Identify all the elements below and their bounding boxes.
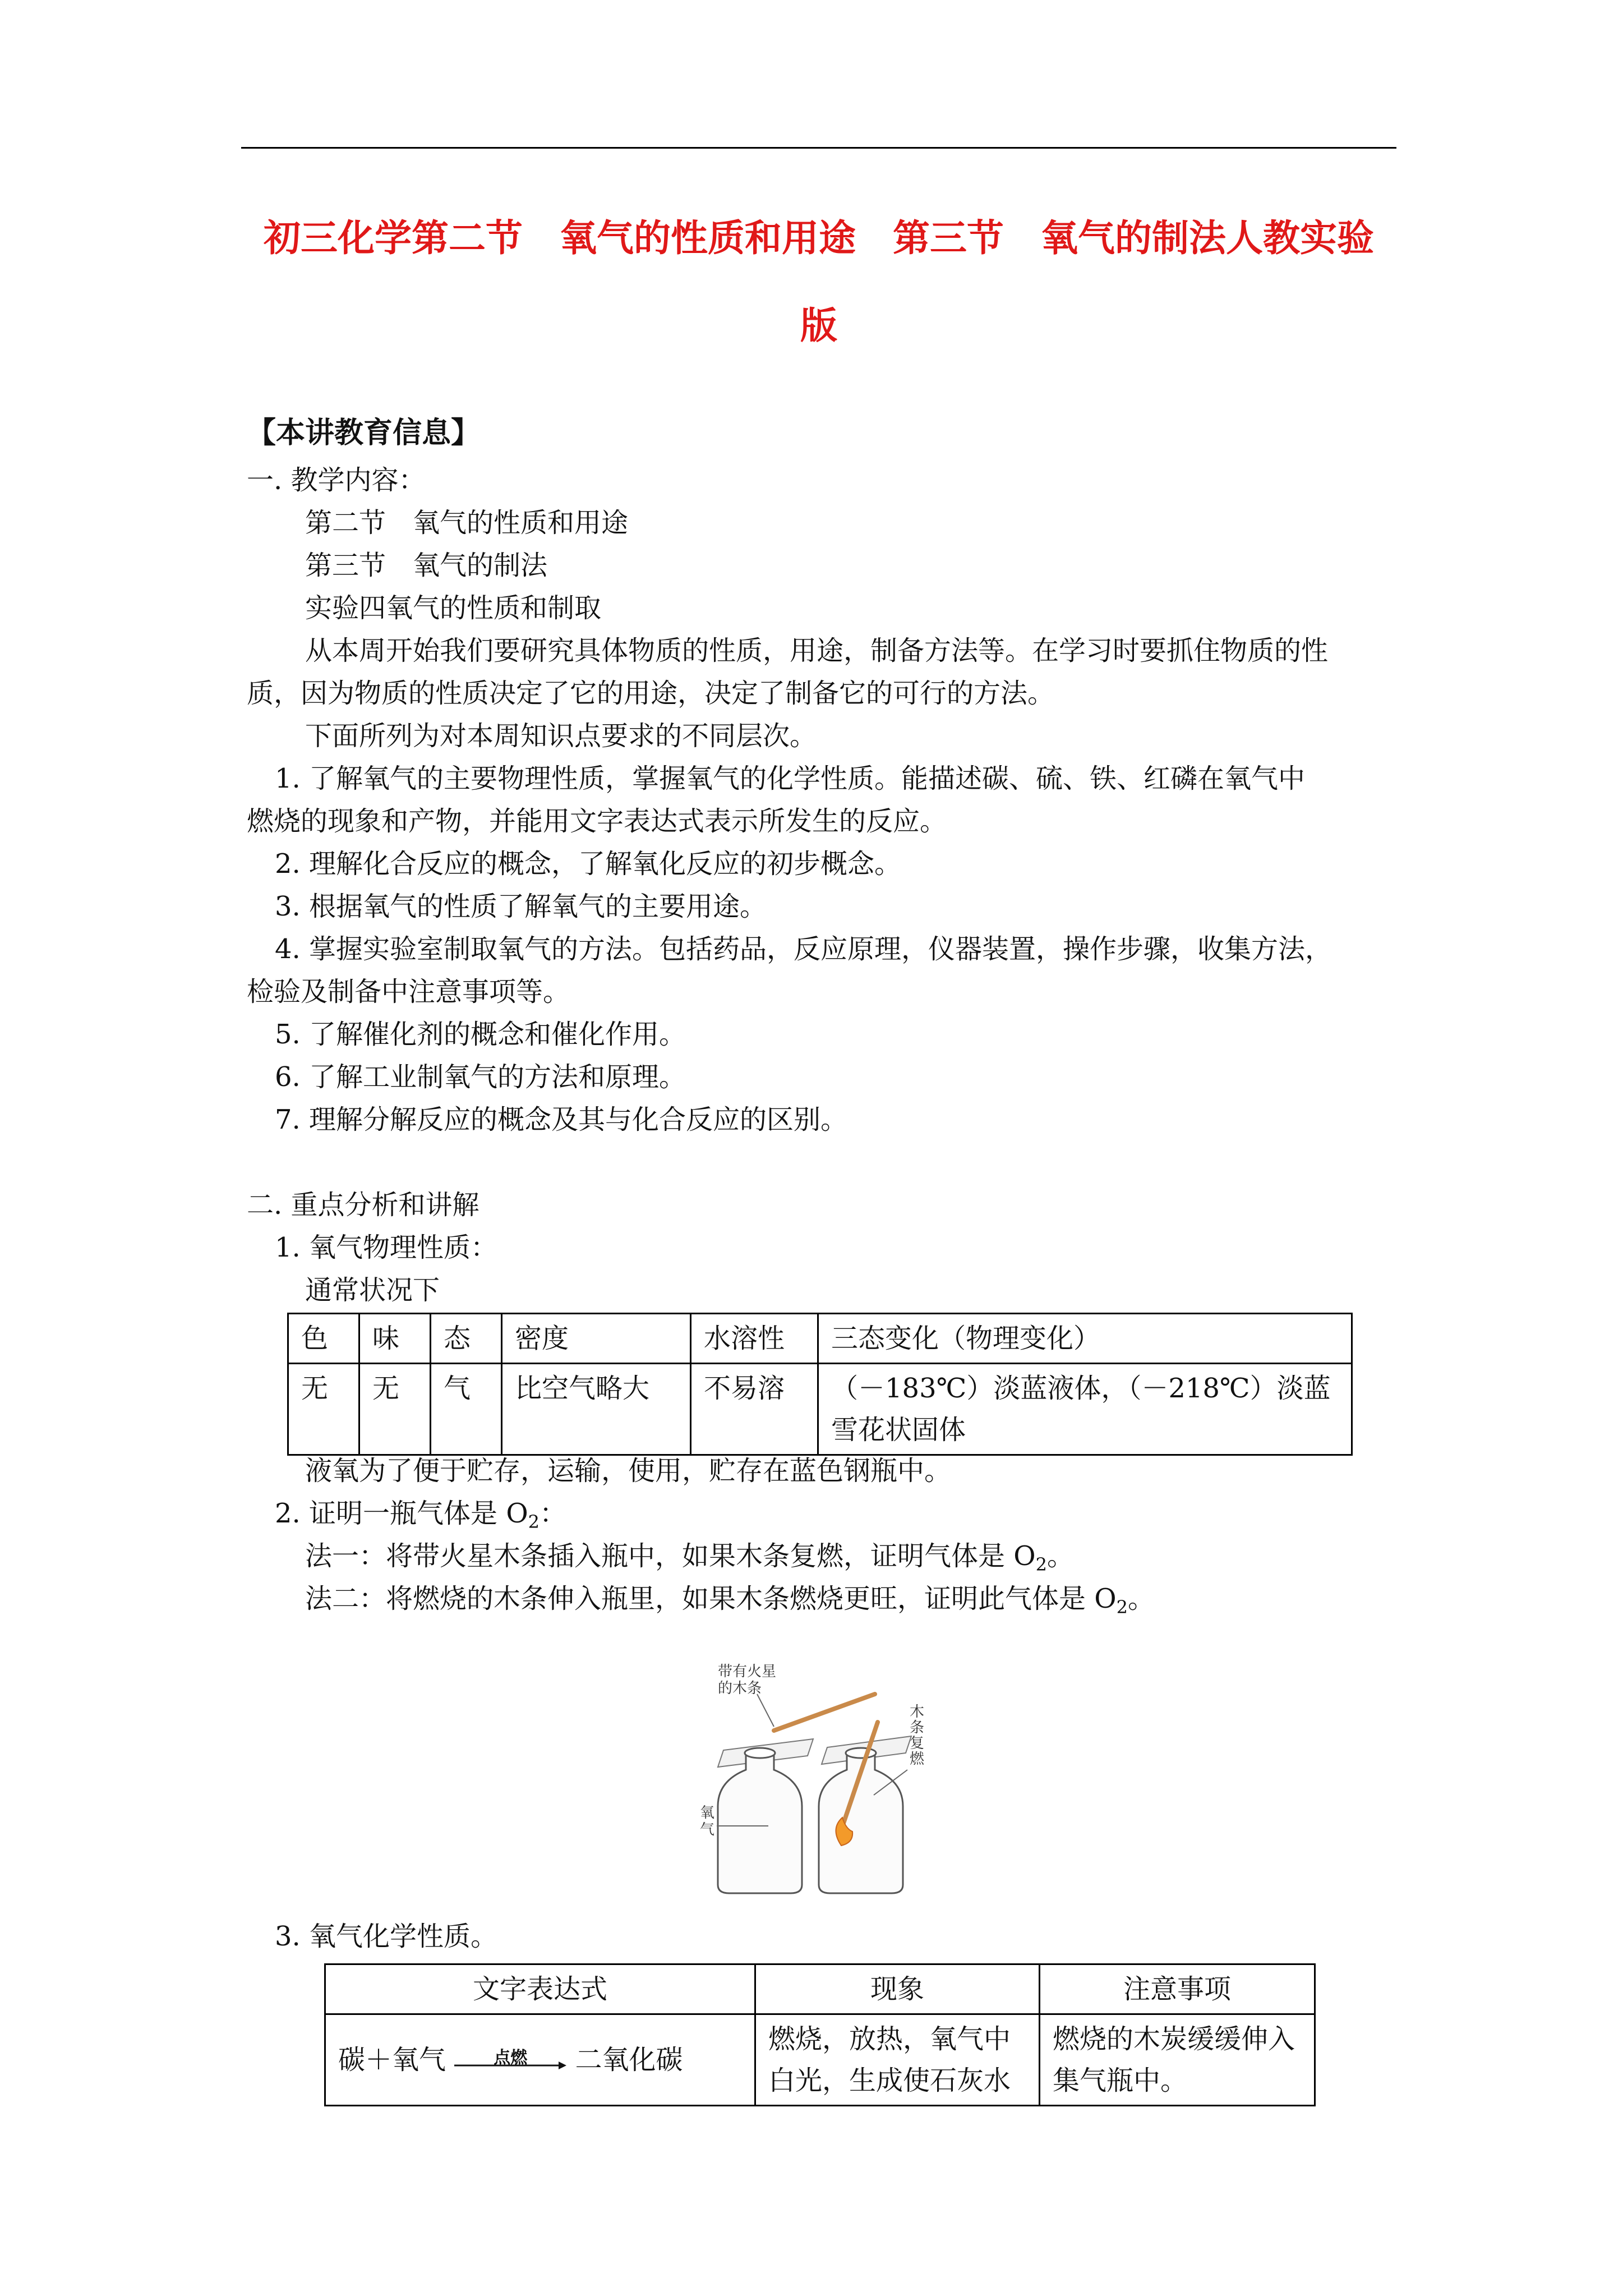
table-row — [288, 1364, 1352, 1455]
content-item: 第二节 氧气的性质和用途 — [305, 507, 629, 539]
table-header-cell: 注意事项 — [1040, 1964, 1315, 2014]
text-fragment: 。 — [1046, 1540, 1074, 1572]
subsection-heading — [275, 1496, 566, 1531]
text-fragment: 法一：将带火星木条插入瓶中，如果木条复燃，证明气体是 O — [305, 1540, 1036, 1572]
reaction-condition: 点燃 — [494, 2047, 528, 2068]
equation-cell — [325, 2014, 755, 2106]
table-header-cell: 水溶性 — [691, 1314, 818, 1364]
part1-heading: 一. 教学内容： — [247, 464, 426, 496]
section-header: 【本讲教育信息】 — [247, 416, 481, 450]
arrow-icon — [454, 2060, 566, 2071]
figure-label-oxygen: 氧 — [700, 1805, 715, 1821]
requirement-item: 1. 了解氧气的主要物理性质，掌握氧气的化学性质。能描述碳、硫、铁、红磷在氧气中 — [275, 763, 1306, 794]
requirement-item: 3. 根据氧气的性质了解氧气的主要用途。 — [275, 891, 767, 922]
text-fragment: 法二：将燃烧的木条伸入瓶里，如果木条燃烧更旺，证明此气体是 O — [305, 1583, 1117, 1614]
table-header-row — [325, 1964, 1315, 2014]
requirement-item-continued: 燃烧的现象和产物，并能用文字表达式表示所发生的反应。 — [247, 806, 947, 837]
table-header-cell: 态 — [431, 1314, 502, 1364]
subsection-heading: 3. 氧气化学性质。 — [275, 1921, 498, 1952]
reaction-arrow — [454, 2045, 566, 2079]
table-header-cell: 文字表达式 — [325, 1964, 755, 2014]
figure-label-stick: 带有火星 — [718, 1663, 777, 1680]
header-rule — [241, 147, 1396, 149]
requirement-item-continued: 检验及制备中注意事项等。 — [247, 976, 570, 1007]
product: 二氧化碳 — [575, 2044, 683, 2076]
text-fragment: 2. 证明一瓶气体是 O — [275, 1498, 528, 1529]
part2-heading: 二. 重点分析和讲解 — [247, 1189, 479, 1221]
figure-label-relight: 复 — [910, 1735, 925, 1752]
subscript: 2 — [1035, 1554, 1047, 1575]
subscript: 2 — [1116, 1596, 1128, 1618]
requirement-item: 6. 了解工业制氧气的方法和原理。 — [275, 1061, 686, 1093]
table-cell: 不易溶 — [691, 1364, 818, 1455]
figure-label-relight: 木 — [910, 1704, 925, 1720]
subscript: 2 — [528, 1511, 540, 1533]
oxygen-test-figure — [695, 1660, 931, 1902]
paragraph-line: 从本周开始我们要研究具体物质的性质，用途，制备方法等。在学习时要抓住物质的性 — [305, 635, 1329, 666]
bottle-mouth — [846, 1748, 876, 1758]
table-header-cell: 现象 — [755, 1964, 1040, 2014]
leader-line — [757, 1694, 774, 1727]
chemical-properties-table — [324, 1963, 1316, 2106]
table-cell: 比空气略大 — [502, 1364, 691, 1455]
table-cell: （－183℃）淡蓝液体，（－218℃）淡蓝雪花状固体 — [818, 1364, 1352, 1455]
table-cell: 无 — [288, 1364, 359, 1455]
condition-note: 通常状况下 — [305, 1274, 440, 1306]
figure-label-relight: 条 — [910, 1719, 925, 1736]
note-cell: 燃烧的木炭缓缓伸入集气瓶中。 — [1040, 2014, 1315, 2106]
content-item: 第三节 氧气的制法 — [305, 550, 548, 581]
table-header-cell: 三态变化（物理变化） — [818, 1314, 1352, 1364]
method-line — [305, 1538, 1074, 1574]
requirement-item: 5. 了解催化剂的概念和催化作用。 — [275, 1019, 686, 1050]
figure-label-stick: 的木条 — [718, 1680, 762, 1697]
gas-bottle-left — [718, 1753, 802, 1893]
paragraph-line: 质，因为物质的性质决定了它的用途，决定了制备它的可行的方法。 — [247, 678, 1055, 709]
physical-properties-table — [287, 1313, 1353, 1456]
table-header-cell: 味 — [359, 1314, 431, 1364]
figure-label-oxygen: 气 — [700, 1821, 715, 1838]
requirement-item: 7. 理解分解反应的概念及其与化合反应的区别。 — [275, 1104, 848, 1135]
requirement-item: 2. 理解化合反应的概念，了解氧化反应的初步概念。 — [275, 848, 902, 880]
document-title-continued: 版 — [800, 303, 837, 347]
subsection-heading: 1. 氧气物理性质： — [275, 1232, 498, 1263]
storage-note: 液氧为了便于贮存，运输，使用，贮存在蓝色钢瓶中。 — [305, 1455, 952, 1487]
table-cell: 无 — [359, 1364, 431, 1455]
reactants: 碳＋氧气 — [338, 2044, 446, 2076]
table-header-row — [288, 1314, 1352, 1364]
requirement-item: 4. 掌握实验室制取氧气的方法。包括药品，反应原理，仪器装置，操作步骤，收集方法， — [275, 933, 1332, 965]
table-row — [325, 2014, 1315, 2106]
table-header-cell: 色 — [288, 1314, 359, 1364]
table-cell: 气 — [431, 1364, 502, 1455]
wooden-stick — [774, 1694, 875, 1731]
method-line — [305, 1581, 1155, 1617]
document-title: 初三化学第二节 氧气的性质和用途 第三节 氧气的制法人教实验 — [264, 216, 1374, 260]
phenomenon-cell: 燃烧，放热，氧气中白光，生成使石灰水 — [755, 2014, 1040, 2106]
paragraph: 下面所列为对本周知识点要求的不同层次。 — [305, 720, 817, 752]
text-fragment: ： — [540, 1498, 567, 1529]
content-item: 实验四氧气的性质和制取 — [305, 592, 602, 624]
text-fragment: 。 — [1127, 1583, 1155, 1614]
bottle-mouth — [745, 1748, 775, 1758]
table-header-cell: 密度 — [502, 1314, 691, 1364]
figure-label-relight: 燃 — [910, 1751, 925, 1768]
